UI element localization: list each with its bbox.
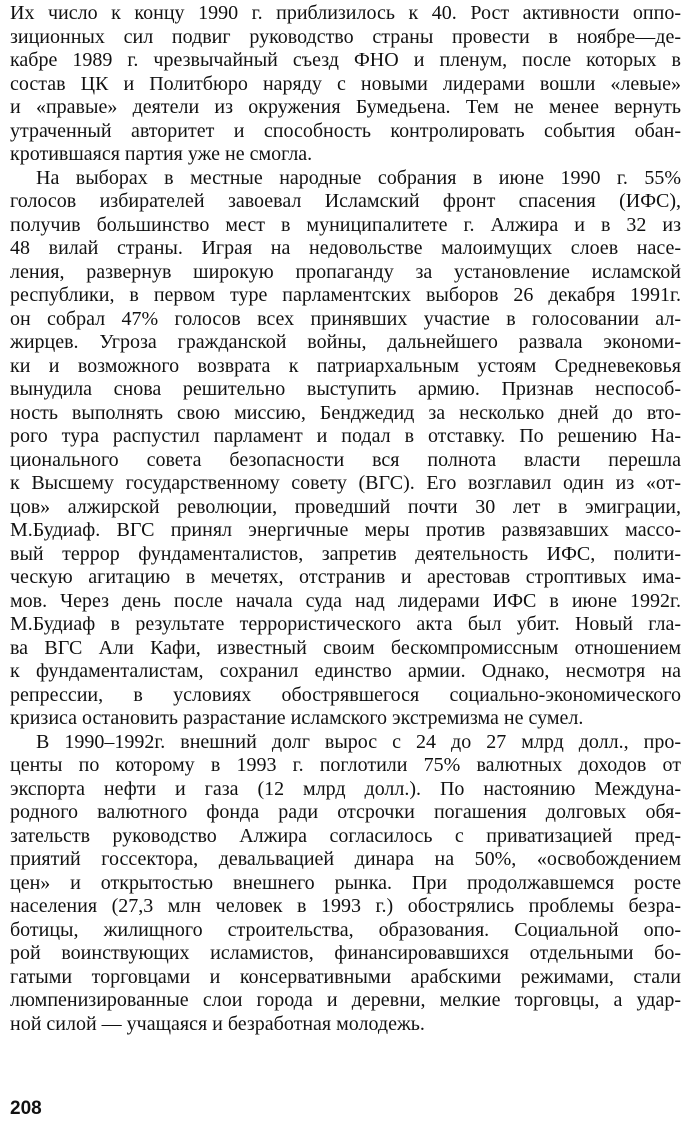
text-line: утраченный авторитет и способность контролировать события обан- xyxy=(10,119,681,142)
text-line: люмпенизированные слои города и деревни, мелкие торговцы, а удар- xyxy=(10,989,681,1011)
text-line: мов. Через день после начала суда над лидерами ИФС в июне 1992г. xyxy=(10,589,681,612)
text-line: цен» и открытостью внешнего рынка. При продолжавшемся росте xyxy=(10,871,681,894)
text-line: рого тура распустил парламент и подал в отставку. По решению На- xyxy=(10,425,681,447)
text-line: ной силой — учащаяся и безработная молодежь. xyxy=(10,1012,425,1035)
text-line: ботицы, жилищного строительства, образования. Социальной опо- xyxy=(10,918,681,941)
text-line: 48 вилай страны. Играя на недовольстве малоимущих слоев насе- xyxy=(10,237,681,259)
text-line: республики, в первом туре парламентских выборов 26 декабря 1991г. xyxy=(10,284,681,306)
text-line: центы по которому в 1993 г. поглотили 75% валютных доходов от xyxy=(10,754,681,776)
text-line: гатыми торговцами и консервативными арабскими режимами, стали xyxy=(10,965,681,988)
text-line: получив большинство мест в муниципалитете г. Алжира и в 32 из xyxy=(10,213,681,236)
text-line: к фундаменталистам, сохранил единство армии. Однако, несмотря на xyxy=(10,660,681,682)
text-line: населения (27,3 млн человек в 1993 г.) обострялись проблемы безра- xyxy=(10,895,681,917)
paragraph xyxy=(10,167,681,731)
text-line: рой воинствующих исламистов, финансировавшихся отдельными бо- xyxy=(10,942,681,964)
page-number: 208 xyxy=(10,1098,42,1119)
text-line: кротившаяся партия уже не смогла. xyxy=(10,143,313,165)
text-line: М.Будиаф. ВГС принял энергичные меры против развязавших массо- xyxy=(10,519,681,541)
text-line: кабре 1989 г. чрезвычайный съезд ФНО и пленум, после которых в xyxy=(10,49,681,71)
text-line: голосов избирателей завоевал Исламский фронт спасения (ИФС), xyxy=(10,190,681,212)
paragraph xyxy=(10,731,681,1037)
text-line: М.Будиаф в результате террористического акта был убит. Новый гла- xyxy=(10,613,681,635)
text-line: ва ВГС Али Кафи, известный своим бескомпромиссным отношением xyxy=(10,636,681,659)
text-line: к Высшему государственному совету (ВГС). Его возглавил один из «от- xyxy=(10,472,681,494)
text-line: состав ЦК и Политбюро наряду с новыми лидерами вошли «левые» xyxy=(10,72,681,95)
text-line: экспорта нефти и газа (12 млрд долл.). По настоянию Междуна- xyxy=(10,777,681,800)
text-line: жирцев. Угроза гражданской войны, дальнейшего развала экономи- xyxy=(10,331,681,353)
text-line: репрессии, в условиях обострявшегося социально-экономического xyxy=(10,683,681,706)
text-line: На выборах в местные народные собрания в июне 1990 г. 55% xyxy=(36,166,681,189)
text-line: вый террор фундаменталистов, запретив деятельность ИФС, полити- xyxy=(10,542,681,565)
text-line: цов» алжирской революции, проведший почти 30 лет в эмиграции, xyxy=(10,495,681,518)
text-line: ления, развернув широкую пропаганду за установление исламской xyxy=(10,260,681,283)
text-line: родного валютного фонда ради отсрочки погашения долговых обя- xyxy=(10,801,681,823)
body-text xyxy=(10,2,681,1036)
text-line: ки и возможного возврата к патриархальным устоям Средневековья xyxy=(10,354,681,377)
text-line: ционального совета безопасности вся полнота власти перешла xyxy=(10,448,681,471)
paragraph xyxy=(10,2,681,167)
text-line: приятий госсектора, девальвацией динара на 50%, «освобождением xyxy=(10,848,681,870)
text-line: ческую агитацию в мечетях, отстранив и арестовав строптивых има- xyxy=(10,566,681,588)
text-line: он собрал 47% голосов всех принявших участие в голосовании ал- xyxy=(10,307,681,330)
text-line: кризиса остановить разрастание исламского экстремизма не сумел. xyxy=(10,707,584,729)
text-line: В 1990–1992г. внешний долг вырос с 24 до 27 млрд долл., про- xyxy=(36,730,681,753)
text-line: вынудила снова решительно выступить армию. Признав неспособ- xyxy=(10,378,681,400)
text-line: и «правые» деятели из окружения Бумедьена. Тем не менее вернуть xyxy=(10,96,681,118)
text-line: зательств руководство Алжира согласилось с приватизацией пред- xyxy=(10,824,681,847)
text-line: зиционных сил подвиг руководство страны провести в ноябре—де- xyxy=(10,25,681,48)
text-line: Их число к концу 1990 г. приблизилось к 40. Рост активности оппо- xyxy=(10,2,681,24)
text-line: ность выполнять свою миссию, Бенджедид за несколько дней до вто- xyxy=(10,401,681,424)
